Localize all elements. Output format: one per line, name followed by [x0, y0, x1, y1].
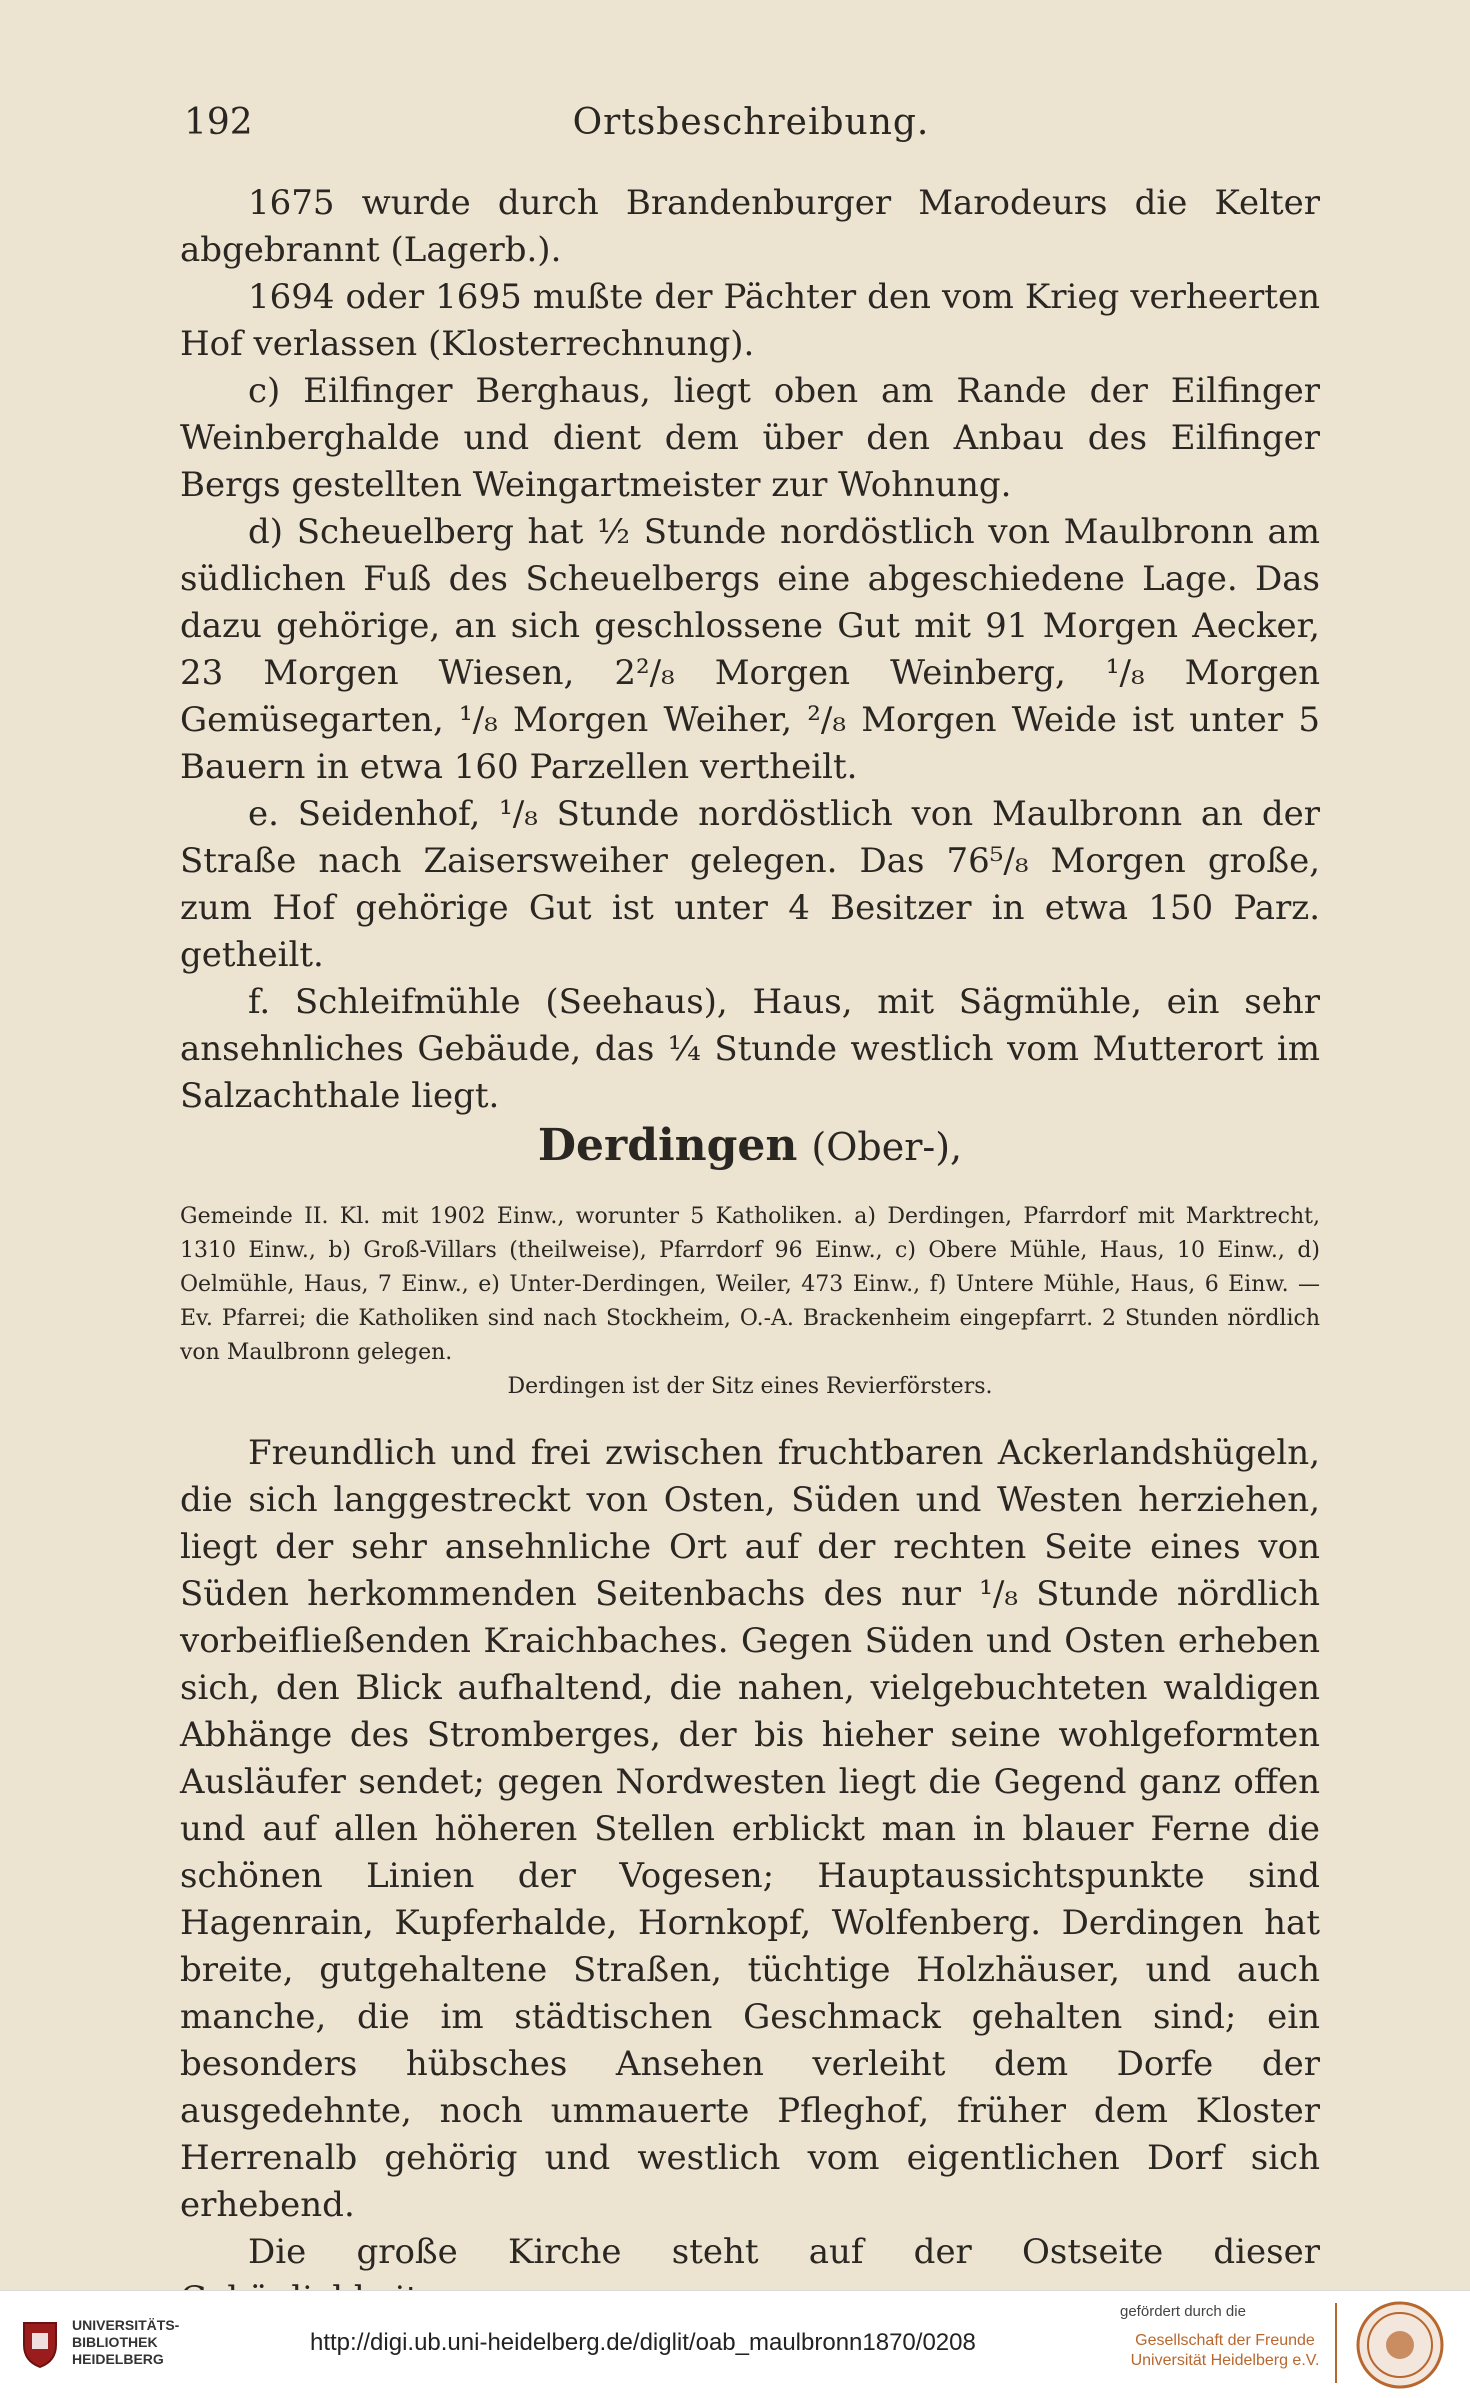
text-block-bottom	[180, 1430, 1320, 2323]
page-number: 192	[184, 102, 253, 143]
shield-icon	[20, 2319, 60, 2369]
paragraph: e. Seidenhof, ¹/₈ Stunde nordöstlich von Maulbronn an der Straße nach Zaisersweiher gelegen. Das 76⁵/₈ Morgen große, zum Hof gehörige Gut ist unter 4 Besitzer in etwa 150 Parz. getheilt.	[180, 794, 1320, 975]
library-name: UNIVERSITÄTS- BIBLIOTHEK HEIDELBERG	[72, 2317, 180, 2367]
summary-text: Gemeinde II. Kl. mit 1902 Einw., worunter 5 Katholiken. a) Derdingen, Pfarrdorf mit Marktrecht, 1310 Einw., b) Groß-Villars (theilweise), Pfarrdorf 96 Einw., c) Obere Mühle, Haus, 10 Einw., d) Oelmühle, Haus, 7 Einw., e) Unter-Derdingen, Weiler, 473 Einw., f) Untere Mühle, Haus, 6 Einw. — Ev. Pfarrei; die Katholiken sind nach Stockheim, O.-A. Brackenheim eingepfarrt. 2 Stunden nördlich von Maulbronn gelegen.	[180, 1204, 1320, 1365]
section-title: Derdingen	[537, 1120, 798, 1171]
page-header	[176, 102, 1326, 152]
paragraph: Die große Kirche steht auf der Ostseite dieser	[248, 2232, 1320, 2272]
university-seal-icon	[1350, 2299, 1450, 2391]
running-title: Ortsbeschreibung.	[572, 102, 930, 143]
funded-by-label: gefördert durch die	[1120, 2303, 1246, 2320]
society-name[interactable]: Gesellschaft der Freunde Universität Heidelberg e.V.	[1130, 2332, 1320, 2369]
paragraph: d) Scheuelberg hat ½ Stunde nordöstlich von Maulbronn am südlichen Fuß des Scheuelbergs eine abgeschiedene Lage. Das dazu gehörige, an sich geschlossene Gut mit 91 Morgen Aecker, 23 Morgen Wiesen, 2²/₈ Morgen Weinberg, ¹/₈ Morgen Gemüsegarten, ¹/₈ Morgen Weiher, ²/₈ Morgen Weide ist unter 5 Bauern in etwa 160 Parzellen vertheilt.	[180, 512, 1320, 787]
text-block-top	[180, 180, 1320, 1120]
summary-last-line: Derdingen ist der Sitz eines Revierförsters.	[507, 1374, 993, 1399]
section-subtitle: (Ober-),	[811, 1125, 963, 1169]
paragraph: f. Schleifmühle (Seehaus), Haus, mit Sägmühle, ein sehr ansehnliches Gebäude, das ¼ Stunde westlich vom Mutterort im Salzachthale liegt.	[180, 982, 1320, 1116]
paragraph: 1694 oder 1695 mußte der Pächter den vom Krieg verheerten Hof verlassen (Klosterrechnung).	[180, 277, 1320, 364]
paragraph: 1675 wurde durch Brandenburger Marodeurs die Kelter abgebrannt (Lagerb.).	[180, 183, 1320, 270]
paragraph: Freundlich und frei zwischen fruchtbaren Ackerlandshügeln, die sich langgestreckt von Osten, Süden und Westen herziehen, liegt der sehr ansehnliche Ort auf der rechten Seite eines von Süden herkommenden Seitenbachs des nur ¹/₈ Stunde nördlich vorbeifließenden Kraichbaches. Gegen Süden und Osten erheben sich, den Blick aufhaltend, die nahen, vielgebuchteten waldigen Abhänge des Stromberges, der bis hieher seine wohlgeformten Ausläufer sendet; gegen Nordwesten liegt die Gegend ganz offen und auf allen höheren Stellen erblickt man in blauer Ferne die schönen Linien der Vogesen; Hauptaussichtspunkte sind Hagenrain, Kupferhalde, Hornkopf, Wolfenberg. Derdingen hat breite, gutgehaltene Straßen, tüchtige Holzhäuser, und auch manche, die im städtischen Geschmack gehalten sind; ein besonders hübsches Ansehen verleiht dem Dorfe der ausgedehnte, noch ummauerte Pfleghof, früher dem Kloster Herrenalb gehörig und westlich vom eigentlichen Dorf sich erhebend.	[180, 1433, 1320, 2225]
summary-block	[180, 1200, 1320, 1404]
digitization-footer	[0, 2290, 1470, 2398]
footer-divider	[1335, 2303, 1337, 2383]
permalink-url[interactable]: http://digi.ub.uni-heidelberg.de/diglit/oab_maulbronn1870/0208	[310, 2329, 976, 2356]
library-logo[interactable]	[20, 2313, 190, 2379]
section-heading	[180, 1118, 1320, 1175]
paragraph: c) Eilfinger Berghaus, liegt oben am Rande der Eilfinger Weinberghalde und dient dem über den Anbau des Eilfinger Bergs gestellten Weingartmeister zur Wohnung.	[180, 371, 1320, 505]
